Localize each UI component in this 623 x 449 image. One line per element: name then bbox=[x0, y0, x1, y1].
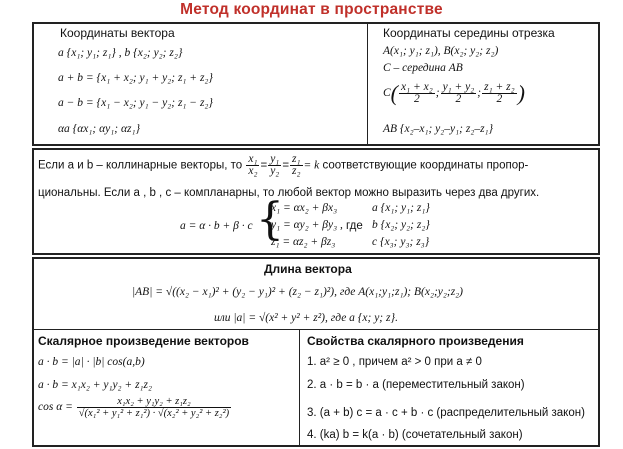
ratio-z-numerator: z₁ bbox=[292, 153, 301, 165]
property-3: 3. (a + b) c = a · c + b · c (распределительный закон) bbox=[307, 407, 585, 419]
system-line-z: z₁ = αz₂ + βz₃ bbox=[271, 236, 336, 248]
midpoint-definition: C – середина AB bbox=[383, 62, 463, 74]
ratio-y-numerator: y₁ bbox=[270, 153, 280, 165]
cosine-denominator: √(x₁² + y₁² + z₁²) · √(x₂² + y₂² + z₂²) bbox=[78, 408, 230, 419]
collinear-intro: Если a и b – коллинарные векторы, то bbox=[38, 159, 243, 172]
midpoint-heading: Координаты середины отрезка bbox=[383, 26, 555, 40]
property-4: 4. (ka) b = k(a · b) (сочетательный закон) bbox=[307, 429, 523, 441]
ratio-z-denominator: z₂ bbox=[292, 165, 301, 177]
system-line-y: y₁ = αy₂ + βy₃ , bbox=[271, 219, 343, 231]
system-line-x: x₁ = αx₂ + βx₃ bbox=[271, 202, 338, 214]
length-formula-ab-expr: |AB| = √((x₂ − x₁)² + (y₂ − y₁)² + (z₂ − z₁)²) bbox=[132, 286, 335, 298]
linear-combination: a = α · b + β · c bbox=[180, 220, 253, 232]
vector-coordinates-heading: Координаты вектора bbox=[60, 26, 175, 40]
page-title: Метод координат в пространстве bbox=[180, 1, 443, 18]
ratio-k: = k bbox=[303, 159, 320, 172]
cosine-formula bbox=[38, 396, 232, 419]
scalar-divider bbox=[299, 330, 300, 446]
midpoint-points: A(x₁; y₁; z₁), B(x₂; y₂; z₂) bbox=[383, 45, 499, 57]
system-brace: { bbox=[256, 194, 284, 245]
property-1: 1. a² ≥ 0 , причем a² > 0 при a ≠ 0 bbox=[307, 356, 482, 368]
midpoint-x-denominator: 2 bbox=[413, 93, 420, 105]
midpoint-y-numerator: y₁ + y₂ bbox=[442, 81, 475, 93]
length-formula-ab-points: , где A(x₁;y₁;z₁); B(x₂;y₂;z₂) bbox=[334, 286, 464, 298]
midpoint-z-numerator: z₁ + z₂ bbox=[484, 81, 515, 93]
midpoint-formula: C( $\frac{\text{x₁ + x₂}}{2}$ ; $\frac{\text{y₁ + y₂}}{2}$ ; $\frac{\text{z₁ + z₂}}{2}$ ) bbox=[383, 80, 525, 106]
midpoint-x-numerator: x₁ + x₂ bbox=[401, 81, 433, 93]
ratio-x-numerator: x₁ bbox=[248, 153, 258, 165]
vector-sum-formula: a + b = {x₁ + x₂; y₁ + y₂; z₁ + z₂} bbox=[58, 72, 214, 84]
cosine-numerator: x₁x₂ + y₁y₂ + z₁z₂ bbox=[77, 396, 231, 408]
vector-scalar-multiple-formula: αa {αx₁; αy₁; αz₁} bbox=[58, 123, 141, 135]
vector-a-coordinates: a {x₁; y₁; z₁} bbox=[372, 202, 430, 214]
length-formula-a-expr: или |a| = √(x² + y² + z²) bbox=[214, 312, 325, 324]
top-divider bbox=[367, 23, 368, 145]
midpoint-y-denominator: 2 bbox=[455, 93, 462, 105]
midpoint-c-label: C bbox=[383, 87, 391, 100]
scalar-product-coordinates: a · b = x₁x₂ + y₁y₂ + z₁z₂ bbox=[38, 379, 153, 391]
property-2: 2. a · b = b · a (переместительный закон) bbox=[307, 379, 525, 391]
vector-b-coordinates: b {x₂; y₂; z₂} bbox=[372, 219, 430, 231]
scalar-product-heading: Скалярное произведение векторов bbox=[38, 334, 249, 348]
vector-coordinates-line1: a {x₁; y₁; z₁} , b {x₂; y₂; z₂} bbox=[58, 47, 183, 59]
vector-difference-formula: a − b = {x₁ − x₂; y₁ − y₂; z₁ − z₂} bbox=[58, 97, 214, 109]
length-formula-ab bbox=[132, 285, 463, 299]
vector-c-coordinates: c {x₃; y₃; z₃} bbox=[372, 236, 430, 248]
ab-vector-coordinates: AB {x₂–x₁; y₂–y₁; z₂–z₁} bbox=[383, 123, 494, 135]
coplanar-text: циональны. Если a , b , c – компланарны, то любой вектор можно выразить через два других. bbox=[38, 187, 540, 199]
scalar-product-definition: a · b = |a| · |b| cos(a,b) bbox=[38, 356, 145, 368]
bottom-divider bbox=[33, 329, 599, 330]
scalar-properties-heading: Свойства скалярного произведения bbox=[307, 334, 524, 348]
where-label: где bbox=[346, 220, 363, 232]
ratio-x-denominator: x₂ bbox=[248, 165, 258, 177]
cosine-label: cos α = bbox=[38, 401, 73, 414]
collinear-conclusion: соответствующие координаты пропор- bbox=[322, 159, 529, 172]
midpoint-z-denominator: 2 bbox=[496, 93, 503, 105]
ratio-y-denominator: y₂ bbox=[270, 165, 280, 177]
vector-length-heading: Длина вектора bbox=[264, 262, 352, 276]
length-formula-a-coords: , где a {x; y; z}. bbox=[325, 312, 398, 324]
collinear-text: Если a и b – коллинарные векторы, то $\frac{\text{x₁}}{\text{x₂}}$ = $\frac{\text{y₁}}{\text{y₂}}$ = $\frac{\text{z₁}}{\text{z₂}}$ = k соответствующие координаты пропор- bbox=[38, 153, 529, 177]
length-formula-a bbox=[214, 311, 398, 325]
